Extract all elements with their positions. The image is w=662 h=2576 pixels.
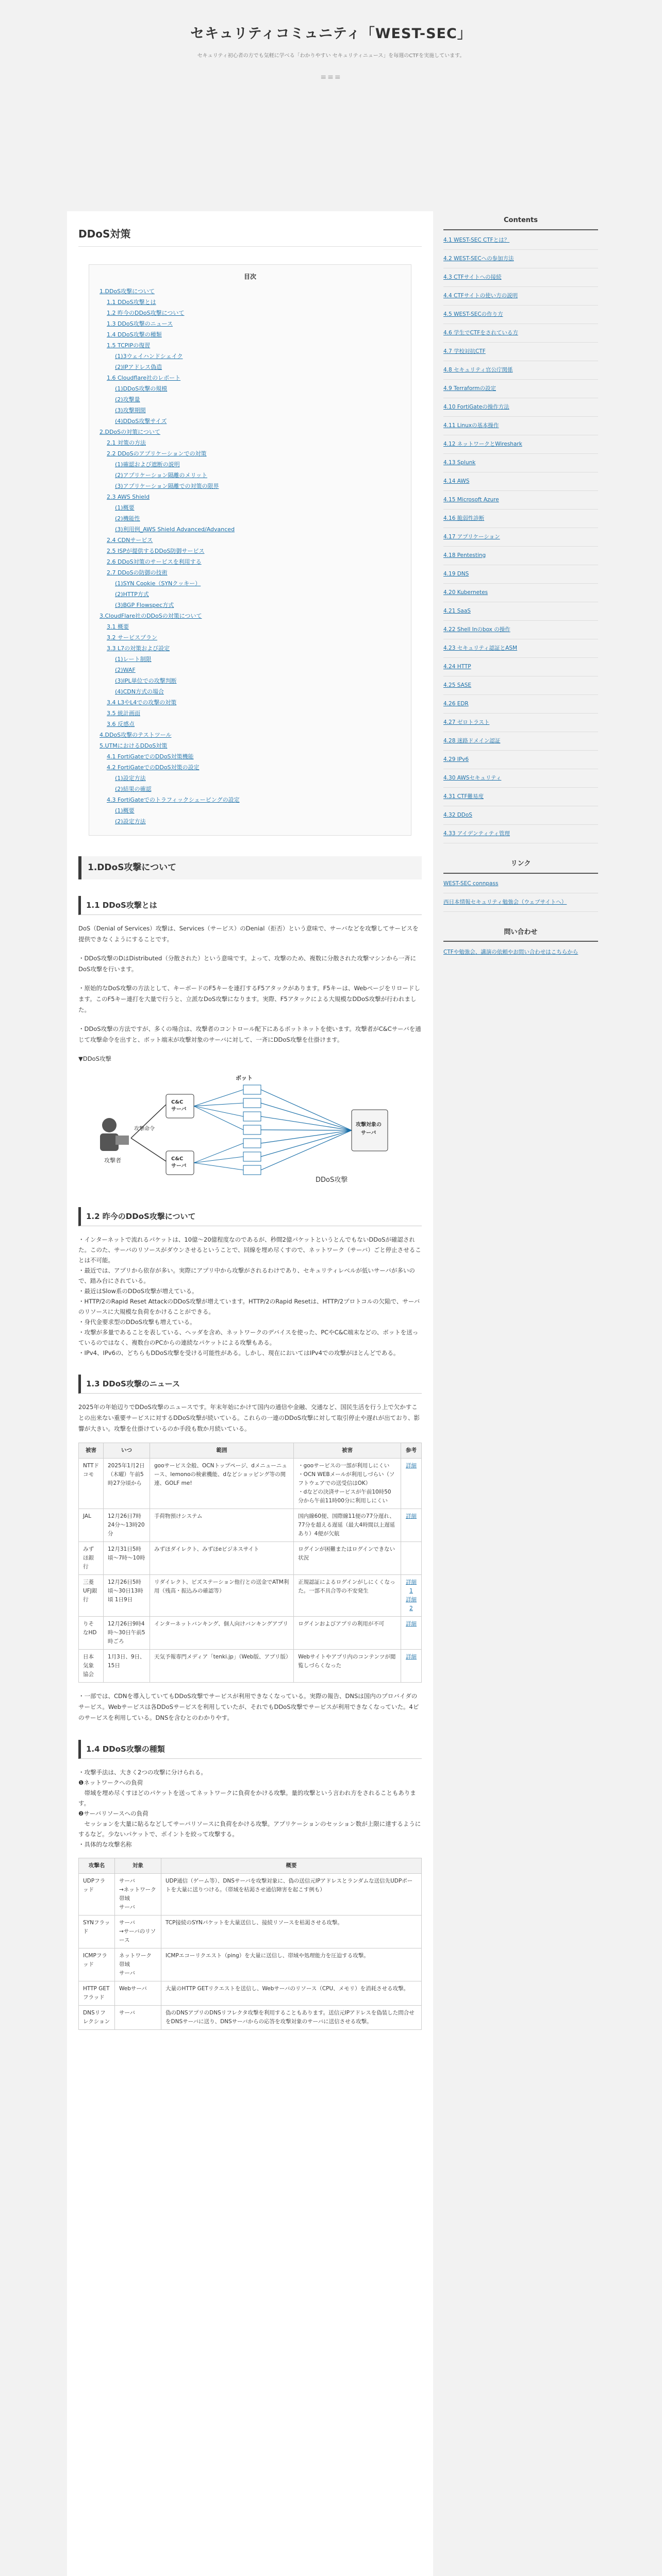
toc-item[interactable]: 4.3 FortiGateでのトラフィックシェーピングの設定 (107, 796, 240, 804)
list-item: ・最近では、アプリから依存が多い。実際にアプリ中から攻撃がされるわけであり、セキュリティレベルが低いサーバが多いので、踏み台にされている。 (78, 1266, 415, 1284)
toc-item[interactable]: 3.2 サービスプラン (107, 634, 157, 641)
table-cell: みずほ銀行 (79, 1541, 104, 1574)
table-of-contents (89, 264, 411, 836)
toc-item[interactable]: 4.2 FortiGateでのDDoS対策の設定 (107, 764, 200, 771)
sidebar-item[interactable]: 4.1 WEST-SEC CTFとは？ (443, 234, 598, 250)
toc-item[interactable]: 3.4 L3やL4での攻撃の対策 (107, 699, 177, 706)
toc-item[interactable]: (3)BGP Flowspec方式 (115, 602, 174, 609)
sidebar-item[interactable]: 4.8 セキュリティ官公庁関係 (443, 364, 598, 380)
toc-item[interactable]: 1.6 Cloudflare社のレポート (107, 375, 181, 382)
news-table (78, 1443, 422, 1683)
toc-item[interactable]: (2)IPアドレス偽造 (115, 364, 162, 371)
toc-item[interactable]: (4)CDN方式の場合 (115, 688, 164, 696)
table-cell: サーバ →サーバのリソース (115, 1915, 161, 1948)
toc-item[interactable]: (1)3ウェイハンドシェイク (115, 353, 183, 360)
subsection-heading: 1.3 DDoS攻撃のニュース (78, 1375, 422, 1394)
toc-item[interactable]: 2.7 DDoSの防御の技術 (107, 569, 168, 577)
contact-link[interactable]: CTFや勉強会、講演の依頼やお問い合わせはこちらから (443, 949, 578, 956)
table-row (79, 1915, 422, 1948)
toc-item[interactable]: (2)設定方法 (115, 818, 146, 825)
toc-item[interactable]: 1.2 昨今のDDoS攻撃について (107, 310, 185, 317)
sidebar-item[interactable]: 4.20 Kubernetes (443, 587, 598, 602)
toc-item[interactable]: 4.1 FortiGateでのDDoS対策機能 (107, 753, 194, 760)
toc-item[interactable]: (1)概要 (115, 504, 135, 512)
toc-item[interactable]: 2.3 AWS Shield (107, 494, 150, 501)
table-cell: 大量のHTTP GETリクエストを送信し、Webサーバのリソース（CPU、メモリ）を消耗させる攻撃。 (161, 1981, 422, 2005)
sidebar-item[interactable]: 4.30 AWSセキュリティ (443, 772, 598, 788)
table-cell: 12月31日5時頃〜7時〜10時 (104, 1541, 150, 1574)
site-description: セキュリティ初心者の方でも気軽に学べる「わかりやすい セキュリティニュース」を毎週のCTFを実施しています。 (197, 53, 465, 59)
table-cell: 正規認証によるログインがしにくくなった。一部不具合等の不安発生 (294, 1574, 401, 1616)
table-row (79, 1948, 422, 1981)
toc-item[interactable]: 2.2 DDoSのアプリケーションでの対策 (107, 450, 207, 457)
table-cell: 国内線60便、国際線11便の77分遅れ、77分を超える遅延（最大4時間以上遅延あり）4便が欠航 (294, 1509, 401, 1541)
table-cell: TCP接続のSYNパケットを大量送信し、接続リソースを枯渇させる攻撃。 (161, 1915, 422, 1948)
link-west-sec[interactable]: 西日本情報セキュリティ勉強会（ウェブサイトへ） (443, 896, 598, 912)
sidebar-item[interactable]: 4.13 Splunk (443, 457, 598, 472)
table-row (79, 1541, 422, 1574)
sidebar-item[interactable]: 4.4 CTFサイトの使い方の説明 (443, 290, 598, 306)
table-row (79, 1873, 422, 1915)
table-cell: みずほダイレクト、みずほeビジネスサイト (150, 1541, 294, 1574)
table-cell: SYNフラッド (79, 1915, 115, 1948)
contents-list (443, 234, 598, 843)
attacker-label: 攻撃者 (104, 1157, 121, 1164)
links-box (443, 855, 598, 912)
toc-item[interactable]: (1)DDoS攻撃の規模 (115, 385, 168, 393)
sidebar-item[interactable]: 4.18 Pentesting (443, 550, 598, 565)
subsection-heading: 1.4 DDoS攻撃の種類 (78, 1740, 422, 1759)
bot-pc-icon (243, 1112, 261, 1121)
table-row (79, 1509, 422, 1541)
toc-item[interactable]: 1.DDoS攻撃について (100, 288, 155, 295)
list-item: 帯域を埋め尽くすほどのパケットを送ってネットワークに負荷をかける攻撃。量的攻撃という言われ方をされることもあります。 (78, 1789, 416, 1807)
table-cell: ・gooサービスの一部が利用しにくい ・OCN WEBメールが利用しづらい（ソフトウェアでの送受信はOK） ・dなどの決済サービスが午前10時50分から午前11時00分に利用しにくい (294, 1458, 401, 1509)
table-row (79, 2005, 422, 2029)
contents-box (443, 211, 598, 843)
table-cell: ICMPフラッド (79, 1948, 115, 1981)
table-cell: 日本気象協会 (79, 1649, 104, 1682)
table-cell: UDPフラッド (79, 1873, 115, 1915)
list-item: ・身代金要求型のDDoS攻撃も増えている。 (78, 1318, 196, 1326)
site-header (0, 0, 662, 103)
table-header: 攻撃名 (79, 1858, 115, 1873)
diagram-label: ▼DDoS攻撃 (78, 1055, 111, 1063)
list-item: ・攻撃が多量であることを表している、ヘッダを含め、ネットワークのデバイスを使った、PCやC&C端末などの、ボットを送っているのではなく、複数台のPCからの連続なパケットによる攻撃もある。 (78, 1328, 419, 1346)
table-cell: Webサーバ (115, 1981, 161, 2005)
links-heading: リンク (443, 855, 598, 874)
table-cell: ICMPエコーリクエスト（ping）を大量に送信し、帯域や処理能力を圧迫する攻撃。 (161, 1948, 422, 1981)
sidebar-item[interactable]: 4.24 HTTP (443, 661, 598, 676)
table-cell[interactable]: 詳細 (401, 1509, 422, 1541)
toc-item[interactable]: 1.1 DDoS攻撃とは (107, 299, 156, 306)
table-cell: ネットワーク帯域 サーバ (115, 1948, 161, 1981)
list-item: ・インターネットで流れるパケットは、10億〜20億程度なのであるが、秒間2億パケットというとんでもないDDoSが確認された。このた、サーバのリソースがダウンさせるということで、回線を埋め尽くすので、ネットワーク（サーバ）ごと停止させることは不可能。 (78, 1235, 421, 1264)
list-item: ・最近はSlow系のDDoS攻撃が増えている。 (78, 1287, 198, 1295)
sidebar-item[interactable]: 4.5 WEST-SECの作り方 (443, 309, 598, 324)
ddos-diagram (89, 1074, 429, 1187)
table-cell: サーバ →ネットワーク帯域 サーバ (115, 1873, 161, 1915)
toc-item[interactable]: (1)レート制限 (115, 656, 152, 663)
target-label: 攻撃対象の (356, 1122, 382, 1128)
toc-item[interactable]: (2)アプリケーション隔離のメリット (115, 472, 208, 479)
table-cell[interactable]: 詳細 (401, 1649, 422, 1682)
table-cell[interactable]: 詳細1 詳細2 (401, 1574, 422, 1616)
section-heading: 1.DDoS攻撃について (78, 856, 422, 879)
table-cell: 三菱UFJ銀行 (79, 1574, 104, 1616)
table-header: 概要 (161, 1858, 422, 1873)
page-title: DDoS対策 (78, 226, 422, 247)
toc-item[interactable]: 3.5 統計画面 (107, 710, 140, 717)
sidebar-item[interactable]: 4.27 ゼロトラスト (443, 717, 598, 732)
toc-item[interactable]: (1)概要 (115, 807, 135, 815)
table-cell (401, 1541, 422, 1574)
sidebar-item[interactable]: 4.11 Linuxの基本操作 (443, 420, 598, 435)
sidebar-item[interactable]: 4.12 ネットワークとWireshark (443, 438, 598, 454)
sidebar (443, 211, 598, 968)
sidebar-item[interactable]: 4.21 SaaS (443, 605, 598, 621)
sidebar-item[interactable]: 4.16 脆弱性診断 (443, 513, 598, 528)
bot-label: ボット (236, 1075, 253, 1082)
table-cell: 1月3日、9日、15日 (104, 1649, 150, 1682)
table-cell: HTTP GETフラッド (79, 1981, 115, 2005)
cc-server-label-a: C&C (171, 1099, 184, 1106)
attack-types-table (78, 1858, 422, 2030)
toc-item[interactable]: (1)設定方法 (115, 775, 146, 782)
table-header: 範囲 (150, 1443, 294, 1458)
order-label: 攻撃命令 (134, 1126, 155, 1132)
table-cell[interactable]: 詳細 (401, 1616, 422, 1649)
toc-item[interactable]: (2)結果の確認 (115, 786, 152, 793)
bot-pc-icon (243, 1165, 261, 1175)
toc-title: 目次 (243, 273, 256, 280)
sidebar-item[interactable]: 4.29 IPv6 (443, 754, 598, 769)
paragraph: ・一部では、CDNを導入していてもDDoS攻撃でサービスが利用できなくなっている。実際の報告、DNSは国内のプロバイダのサービス。Webサービスは各DDoSサービスを利用していたが、それでもDDoS攻撃でサービスが利用できなくなっていた。4ビのサービスを利用している。DNSを含むとのわかりやす。 (78, 1692, 419, 1721)
svg-text:サーバ: サーバ (171, 1163, 187, 1170)
sidebar-item[interactable]: 4.14 AWS (443, 476, 598, 491)
svg-text:サーバ: サーバ (361, 1130, 376, 1137)
sidebar-item[interactable]: 4.2 WEST-SECへの参加方法 (443, 253, 598, 268)
menu-icon[interactable]: ≡≡≡ (320, 73, 342, 82)
table-cell: Webサイトやアプリ内のコンテンツが閲覧しづらくなった (294, 1649, 401, 1682)
toc-item[interactable]: (2)機能性 (115, 515, 140, 522)
svg-text:サーバ: サーバ (171, 1107, 187, 1113)
toc-item[interactable]: 1.4 DDoS攻撃の種類 (107, 331, 162, 338)
table-cell: ログインが困難またはログインできない状況 (294, 1541, 401, 1574)
table-header: 参考 (401, 1443, 422, 1458)
table-cell: gooサービス全般、OCNトップページ、dメニューニュース、lemonoの検索機能、dなどショッピング等の関連、GOLF me! (150, 1458, 294, 1509)
contents-heading: Contents (443, 211, 598, 230)
table-cell: UDP通信（ゲーム等）、DNSサーバを攻撃対象に、偽の送信元IPアドレスとランダムな送信先UDPポートを大量に送りつける。（帯域を枯渇させ通信障害を起こす例も） (161, 1873, 422, 1915)
table-cell: サーバ (115, 2005, 161, 2029)
table-header: いつ (104, 1443, 150, 1458)
paragraph: ・DDoS攻撃の方法ですが、多くの場合は、攻撃者のコントロール配下にあるボットネットを使います。攻撃者がC&Cサーバを通じて攻撃命令を出すと、ボット端末が攻撃対象のサーバに対して、一斉にDDoS攻撃を仕掛けます。 (78, 1025, 421, 1044)
sidebar-item[interactable]: 4.10 FortiGateの操作方法 (443, 401, 598, 417)
table-cell: 偽のDNSアプリのDNSリフレクタ攻撃を利用することもあります。送信元IPアドレスを偽装した問合せをDNSサーバに送り、DNSサーバからの応答を攻撃対象のサーバに送信させる攻撃。 (161, 2005, 422, 2029)
sidebar-item[interactable]: 4.17 アプリケーション (443, 531, 598, 547)
list-item: ・IPv4、IPv6の、どちらもDDoS攻撃を受ける可能性がある。しかし、現在においてはIPv4での攻撃がほとんどである。 (78, 1349, 400, 1357)
table-cell: 12月26日5時頃〜30日13時頃 1日9日 (104, 1574, 150, 1616)
table-cell: りそなHD (79, 1616, 104, 1649)
table-cell: ログインおよびアプリの利用が不可 (294, 1616, 401, 1649)
list-item: ❷サーバリソースへの負荷 (78, 1809, 148, 1817)
sidebar-item[interactable]: 4.19 DNS (443, 568, 598, 584)
bot-pc-icon (243, 1098, 261, 1108)
bullet-list (78, 1234, 422, 1358)
sidebar-item[interactable]: 4.25 SASE (443, 680, 598, 695)
sidebar-item[interactable]: 4.9 Terraformの設定 (443, 383, 598, 398)
toc-item[interactable]: (2)攻撃量 (115, 396, 140, 403)
toc-item[interactable]: 2.4 CDNサービス (107, 537, 153, 544)
list-item: ❶ネットワークへの負荷 (78, 1778, 143, 1786)
toc-item[interactable]: (2)HTTP方式 (115, 591, 149, 598)
cc-server-label-b: C&C (171, 1156, 184, 1162)
toc-item[interactable]: 3.6 反感点 (107, 721, 135, 728)
paragraph: ・原始的なDoS攻撃の方法として、キーボードのF5キーを連打するF5アタックがあります。F5キーは、Webページをリロードします。このF5キー連打を大量で行うと、立派なDoS攻撃になります。実際、F5アタックによる大規模なDDoS攻撃が行われました。 (78, 985, 420, 1014)
contact-box (443, 923, 598, 957)
diagram-caption: DDoS攻撃 (316, 1176, 348, 1184)
list-item: ・具体的な攻撃名称 (78, 1840, 132, 1848)
bullet-list (78, 1767, 422, 1850)
bot-pc-icon (243, 1152, 261, 1161)
toc-item[interactable]: (3)攻撃期間 (115, 407, 146, 414)
toc-item[interactable]: 5.UTMにおけるDDoS対策 (100, 742, 168, 750)
sidebar-item[interactable]: 4.26 EDR (443, 698, 598, 714)
toc-item[interactable]: 2.6 DDoS対策のサービスを利用する (107, 558, 202, 566)
contact-heading: 問い合わせ (443, 923, 598, 942)
table-header: 被害 (79, 1443, 104, 1458)
sidebar-item[interactable]: 4.28 迷路ドメイン認証 (443, 735, 598, 751)
list-item: ・HTTP/2のRapid Reset AttackのDDoS攻撃が増えています。HTTP/2のRapid Resetは、HTTP/2プロトコルの欠陥で、サーバのリソースに大規模な負荷をかけることができる。 (78, 1297, 420, 1315)
toc-item[interactable]: 2.DDoSの対策について (100, 429, 160, 436)
toc-item[interactable]: 2.5 ISPが提供するDDoS防御サービス (107, 548, 205, 555)
subsection-heading: 1.2 昨今のDDoS攻撃について (78, 1207, 422, 1226)
table-header: 被害 (294, 1443, 401, 1458)
table-cell: リダイレクト、ビズステーション他行との送金でATM利用（残高・振込みの確認等） (150, 1574, 294, 1616)
toc-item[interactable]: (1)確認および遮断の説明 (115, 461, 180, 468)
subsection-heading: 1.1 DDoS攻撃とは (78, 896, 422, 915)
sidebar-item[interactable]: 4.6 学生でCTFをされている方 (443, 327, 598, 343)
paragraph: DoS（Denial of Services）攻撃は、Services（サービス）のDenial（拒否）という意味で、サーバなどを攻撃してサービスを提供できなくようにすることです。 (78, 925, 419, 943)
table-cell: DNSリフレクション (79, 2005, 115, 2029)
sidebar-item[interactable]: 4.3 CTFサイトへの接続 (443, 272, 598, 287)
link-connpass[interactable]: WEST-SEC connpass (443, 878, 598, 893)
sidebar-item[interactable]: 4.22 Shell Inのbox の操作 (443, 624, 598, 639)
toc-item[interactable]: 3.3 L7の対策および設定 (107, 645, 170, 652)
table-cell[interactable]: 詳細 (401, 1458, 422, 1509)
table-cell: 12月26日9時4時〜30日午前5時ごろ (104, 1616, 150, 1649)
paragraph: 2025年の年始辺りでDDoS攻撃のニュースです。年末年始にかけて国内の通信や金融、交通など、国民生活を行う上で欠かすことの出来ない重要サービスに対するDDoS攻撃が続いている。これらの一連のDDoS攻撃に対して取引停止や遅れが出ており、影響が大きい。攻撃を仕掛けているのか手段も数か月続いている。 (78, 1403, 420, 1432)
table-cell: 手荷物預けシステム (150, 1509, 294, 1541)
toc-item[interactable]: 3.1 概要 (107, 623, 129, 631)
table-row (79, 1981, 422, 2005)
toc-item[interactable]: (3)アプリケーション隔離での対策の限界 (115, 483, 219, 490)
bot-pc-icon (243, 1085, 261, 1094)
toc-item[interactable]: (3)利用例_AWS Shield Advanced/Advanced (115, 526, 235, 533)
toc-item[interactable]: (3)IPL単位での攻撃判断 (115, 677, 177, 685)
sidebar-item[interactable]: 4.15 Microsoft Azure (443, 494, 598, 510)
toc-item[interactable]: 1.5 TCPIPの復習 (107, 342, 151, 349)
sidebar-item[interactable]: 4.23 セキュリティ認証とASM (443, 642, 598, 658)
paragraph: ・DDoS攻撃のDはDistributed（分散された）という意味です。よって、攻撃のため、複数に分散された攻撃マシンから一斉にDoS攻撃を行います。 (78, 955, 416, 973)
table-row (79, 1649, 422, 1682)
table-row (79, 1574, 422, 1616)
table-cell: インターネットバンキング、個人向けバンキングアプリ (150, 1616, 294, 1649)
table-row (79, 1458, 422, 1509)
sidebar-item[interactable]: 4.7 学校対抗CTF (443, 346, 598, 361)
toc-item[interactable]: (1)SYN Cookie（SYNクッキー） (115, 580, 201, 587)
sidebar-item[interactable]: 4.31 CTF難易度 (443, 791, 598, 806)
table-cell: 12月26日7時24分〜13時20分 (104, 1509, 150, 1541)
list-item: セッションを大量に貼るなどしてサーバリソースに負荷をかける攻撃。アプリケーションのセッション数が上限に達するようにするなど。少ないパケットで、ポイントを絞って攻撃する。 (78, 1820, 421, 1838)
bot-pc-icon (243, 1125, 261, 1134)
list-item: ・攻撃手法は、大きく2つの攻撃に分けられる。 (78, 1768, 207, 1776)
toc-item[interactable]: (4)DDoS攻撃サイズ (115, 418, 167, 425)
toc-item[interactable]: 1.3 DDoS攻撃のニュース (107, 320, 173, 328)
bot-pc-icon (243, 1139, 261, 1148)
table-cell: 2025年1月2日（木曜）午前5時27分頃から (104, 1458, 150, 1509)
sidebar-item[interactable]: 4.32 DDoS (443, 809, 598, 825)
toc-item[interactable]: 4.DDoS攻撃のテストツール (100, 732, 172, 739)
toc-list (100, 286, 401, 827)
main-article (67, 211, 433, 2576)
toc-item[interactable]: (2)WAF (115, 667, 136, 674)
table-header: 対象 (115, 1858, 161, 1873)
attacker-icon (100, 1118, 129, 1151)
table-cell: JAL (79, 1509, 104, 1541)
table-cell: NTTドコモ (79, 1458, 104, 1509)
sidebar-item[interactable]: 4.33 アイデンティティ管理 (443, 828, 598, 843)
toc-item[interactable]: 3.CloudFlare社のDDoSの対策について (100, 613, 202, 620)
table-cell: 天気予報専門メディア「tenki.jp」（Web版、アプリ版） (150, 1649, 294, 1682)
bot-group (194, 1085, 352, 1175)
table-row (79, 1616, 422, 1649)
site-title[interactable]: セキュリティコミュニティ「WEST-SEC」 (190, 26, 472, 42)
toc-item[interactable]: 2.1 対策の方法 (107, 439, 146, 447)
